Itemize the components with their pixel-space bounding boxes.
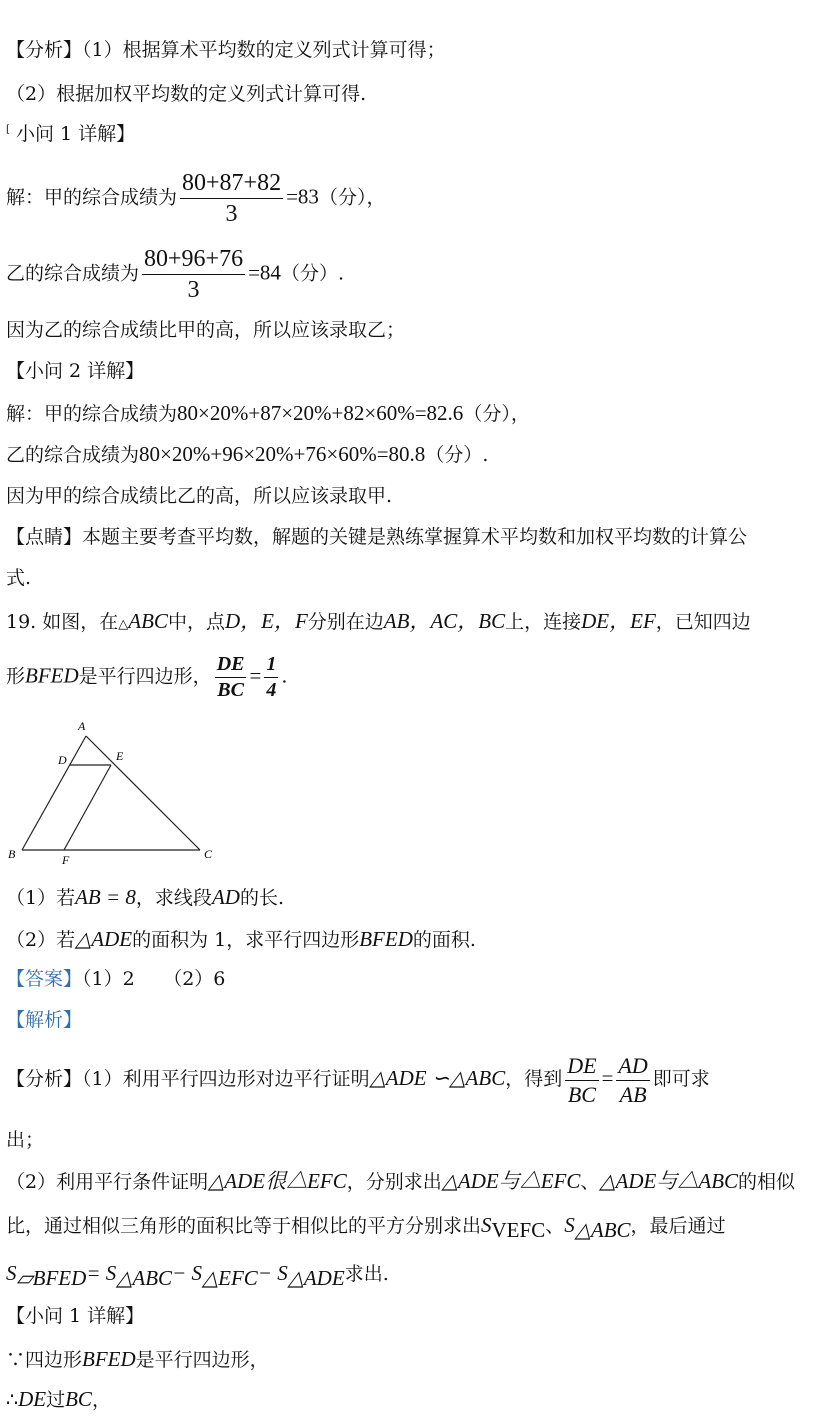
a19-l5-end: 求出. <box>344 1263 389 1285</box>
a19-c: 即可求 <box>652 1068 710 1090</box>
p19-line2-a: 形 <box>6 665 26 688</box>
label-b: B <box>8 847 16 861</box>
q1-heading: [ 小问 1 详解】 <box>6 123 136 145</box>
label-e: E <box>116 749 124 763</box>
p19-text-b: 中，点 <box>167 611 225 633</box>
a19-l5-minus1: − S <box>172 1261 202 1285</box>
side-ab <box>22 736 86 850</box>
subquestion-2 <box>6 928 476 951</box>
p19-ratio-den: BC <box>217 679 244 701</box>
p19-text-e: ，已知四边 <box>655 611 751 633</box>
p19-ratio-num2: 1 <box>264 652 278 678</box>
a19-l4-a: 比，通过相似三角形的面积比等于相似比的平方分别求出 <box>6 1215 482 1237</box>
a19-l5-sub2: △ABC <box>116 1265 173 1290</box>
label-c: C <box>204 847 213 861</box>
proof-l2-bc: BC <box>65 1387 92 1411</box>
q1-yi-denominator: 3 <box>187 277 200 303</box>
q1-jia-fraction <box>180 168 283 229</box>
p19-ratio-eq: = <box>249 663 262 688</box>
p19-abc: ABC <box>128 609 168 633</box>
a19-eq: = <box>601 1066 614 1090</box>
analysis19-line-1 <box>6 1052 710 1108</box>
triangle-figure <box>0 712 230 872</box>
p19-points: D，E，F <box>224 609 308 633</box>
a19-l5-sub4: △ADE <box>287 1265 345 1290</box>
sub2-c: 的面积. <box>412 929 476 951</box>
a19-l4-s1: S <box>481 1213 492 1237</box>
a19-a: 【分析】（1）利用平行四边形对边平行证明 <box>6 1068 370 1090</box>
q1-yi-unit: （分）. <box>280 262 344 285</box>
q1-jia-unit: （分）， <box>318 186 386 209</box>
p19-ratio-fraction <box>215 652 247 703</box>
q1-heading-text: 小问 1 详解】 <box>15 123 136 145</box>
subquestion-1 <box>6 886 284 909</box>
a19-l3-p1: △ADE与△EFC <box>441 1169 581 1193</box>
sub1-b: ，求线段 <box>135 887 212 909</box>
problem19-line-2 <box>6 652 287 703</box>
q1-yi-result: =84 <box>248 260 281 285</box>
a19-l4-b: ，最后通过 <box>630 1215 726 1237</box>
q1-jia-numerator: 80+87+82 <box>180 168 283 199</box>
a19-similar: △ADE ∽△ABC <box>369 1066 506 1090</box>
p19-sides: AB，AC，BC <box>383 609 506 633</box>
sub1-seg: AD <box>211 885 240 909</box>
answer-line <box>6 969 225 990</box>
a19-l5-sub3: △EFC <box>201 1265 258 1290</box>
analysis19-line-3 <box>6 1170 795 1193</box>
answer-label: 【答案】 <box>6 968 83 990</box>
proof-l2-a: ∴ <box>6 1389 19 1411</box>
sub1-expr: AB = 8 <box>75 885 136 909</box>
analysis19-line-5 <box>6 1262 389 1290</box>
triangle-symbol: △ <box>118 617 129 632</box>
q2-jia-prefix: 解：甲的综合成绩为 <box>6 403 178 425</box>
proof-line-2 <box>6 1388 111 1411</box>
a19-f1-num: DE <box>565 1052 598 1081</box>
a19-l5-minus2: − S <box>257 1261 288 1285</box>
q1-jia-line <box>6 168 385 229</box>
q2-conclusion: 因为甲的综合成绩比乙的高，所以应该录取甲. <box>6 485 393 507</box>
proof-line-1 <box>6 1348 269 1371</box>
answer-text: （1）2 （2）6 <box>82 968 226 990</box>
proof-l2-b: 过 <box>46 1389 66 1411</box>
sub2-quad: BFED <box>359 927 413 951</box>
q2-jia-expression: 80×20%+87×20%+82×60%=82.6 <box>177 401 464 425</box>
proof-l2-c: ， <box>91 1389 111 1411</box>
label-d: D <box>58 753 67 767</box>
problem19-line-1 <box>6 610 751 633</box>
proof-l1-quad: BFED <box>82 1347 136 1371</box>
analysis-line-2: （2）根据加权平均数的定义列式计算可得. <box>6 83 367 105</box>
p19-ratio-value <box>264 652 278 703</box>
comment-line-2: 式. <box>6 567 32 589</box>
p19-line2-b: 是平行四边形， <box>78 665 212 688</box>
proof-l1-b: 是平行四边形， <box>135 1349 269 1371</box>
analysis19-line-2: 出； <box>6 1129 45 1151</box>
sub1-a: （1）若 <box>6 887 76 909</box>
analysis19-line-4 <box>6 1214 726 1242</box>
sub2-b: 的面积为 1，求平行四边形 <box>132 929 360 951</box>
p19-quad: BFED <box>25 663 79 688</box>
proof-l1-a: ∵四边形 <box>6 1349 83 1371</box>
q1-yi-fraction <box>142 244 245 305</box>
a19-f2-den: AB <box>619 1081 647 1107</box>
jiexi-label: 【解析】 <box>6 1009 83 1031</box>
p19-text-c: 分别在边 <box>307 611 384 633</box>
q2-yi-line <box>6 443 488 466</box>
q2-yi-expression: 80×20%+96×20%+76×60%=80.8 <box>139 442 426 466</box>
q1-conclusion: 因为乙的综合成绩比甲的高，所以应该录取乙； <box>6 319 406 341</box>
a19-b: ，得到 <box>505 1068 563 1090</box>
p19-ratio-num: DE <box>215 652 247 678</box>
a19-l3-a: （2）利用平行条件证明 <box>6 1171 209 1193</box>
a19-fraction-1 <box>565 1052 598 1108</box>
sub2-tri: △ADE <box>75 927 133 951</box>
q1-jia-prefix: 解：甲的综合成绩为 <box>6 186 178 209</box>
a19-l5-s: S <box>6 1261 17 1285</box>
a19-l4-s2sub: △ABC <box>574 1217 631 1242</box>
side-ac <box>86 736 200 850</box>
q1-yi-numerator: 80+96+76 <box>142 244 245 275</box>
a19-l5-eq: = S <box>86 1261 117 1285</box>
analysis-line-1: 【分析】（1）根据算术平均数的定义列式计算可得； <box>6 39 446 61</box>
q2-heading: 【小问 2 详解】 <box>6 360 145 382</box>
p19-segments: DE，EF <box>581 609 656 633</box>
a19-f1-den: BC <box>567 1081 596 1107</box>
a19-l3-p2: △ADE与△ABC <box>599 1169 739 1193</box>
p19-ratio-den2: 4 <box>266 679 277 701</box>
q1-jia-result: =83 <box>286 184 319 209</box>
q2-yi-unit: （分）. <box>425 444 489 466</box>
q1-jia-denominator: 3 <box>225 201 238 227</box>
a19-l4-s2: S <box>564 1213 575 1237</box>
segment-ef <box>64 765 111 850</box>
a19-fraction-2 <box>616 1052 649 1108</box>
a19-l3-sim: △ADE很△EFC <box>208 1169 347 1193</box>
a19-l5-sub1: ▱BFED <box>16 1265 87 1290</box>
label-f: F <box>62 853 70 867</box>
q2-yi-prefix: 乙的综合成绩为 <box>6 444 140 466</box>
proof-l2-de: DE <box>18 1387 47 1411</box>
a19-l4-s1sub: VEFC <box>491 1217 546 1242</box>
q2-jia-unit: （分）， <box>463 403 530 425</box>
p19-text-d: 上，连接 <box>505 611 582 633</box>
sub2-a: （2）若 <box>6 929 76 951</box>
a19-l3-sep: 、 <box>580 1171 600 1193</box>
q2-jia-line <box>6 402 530 425</box>
a19-l3-c: 的相似 <box>738 1171 796 1193</box>
q1b-heading: 【小问 1 详解】 <box>6 1305 145 1327</box>
a19-l3-b: ，分别求出 <box>346 1171 442 1193</box>
label-a: A <box>78 719 86 733</box>
p19-text-a: 19. 如图，在 <box>6 611 119 633</box>
comment-line-1: 【点睛】本题主要考查平均数，解题的关键是熟练掌握算术平均数和加权平均数的计算公 <box>6 526 748 548</box>
a19-l4-sep: 、 <box>545 1215 565 1237</box>
q1-yi-line <box>6 244 344 305</box>
q1-yi-prefix: 乙的综合成绩为 <box>6 262 140 285</box>
p19-ratio-end: . <box>281 665 288 688</box>
a19-f2-num: AD <box>616 1052 649 1081</box>
sub1-c: 的长. <box>239 887 284 909</box>
